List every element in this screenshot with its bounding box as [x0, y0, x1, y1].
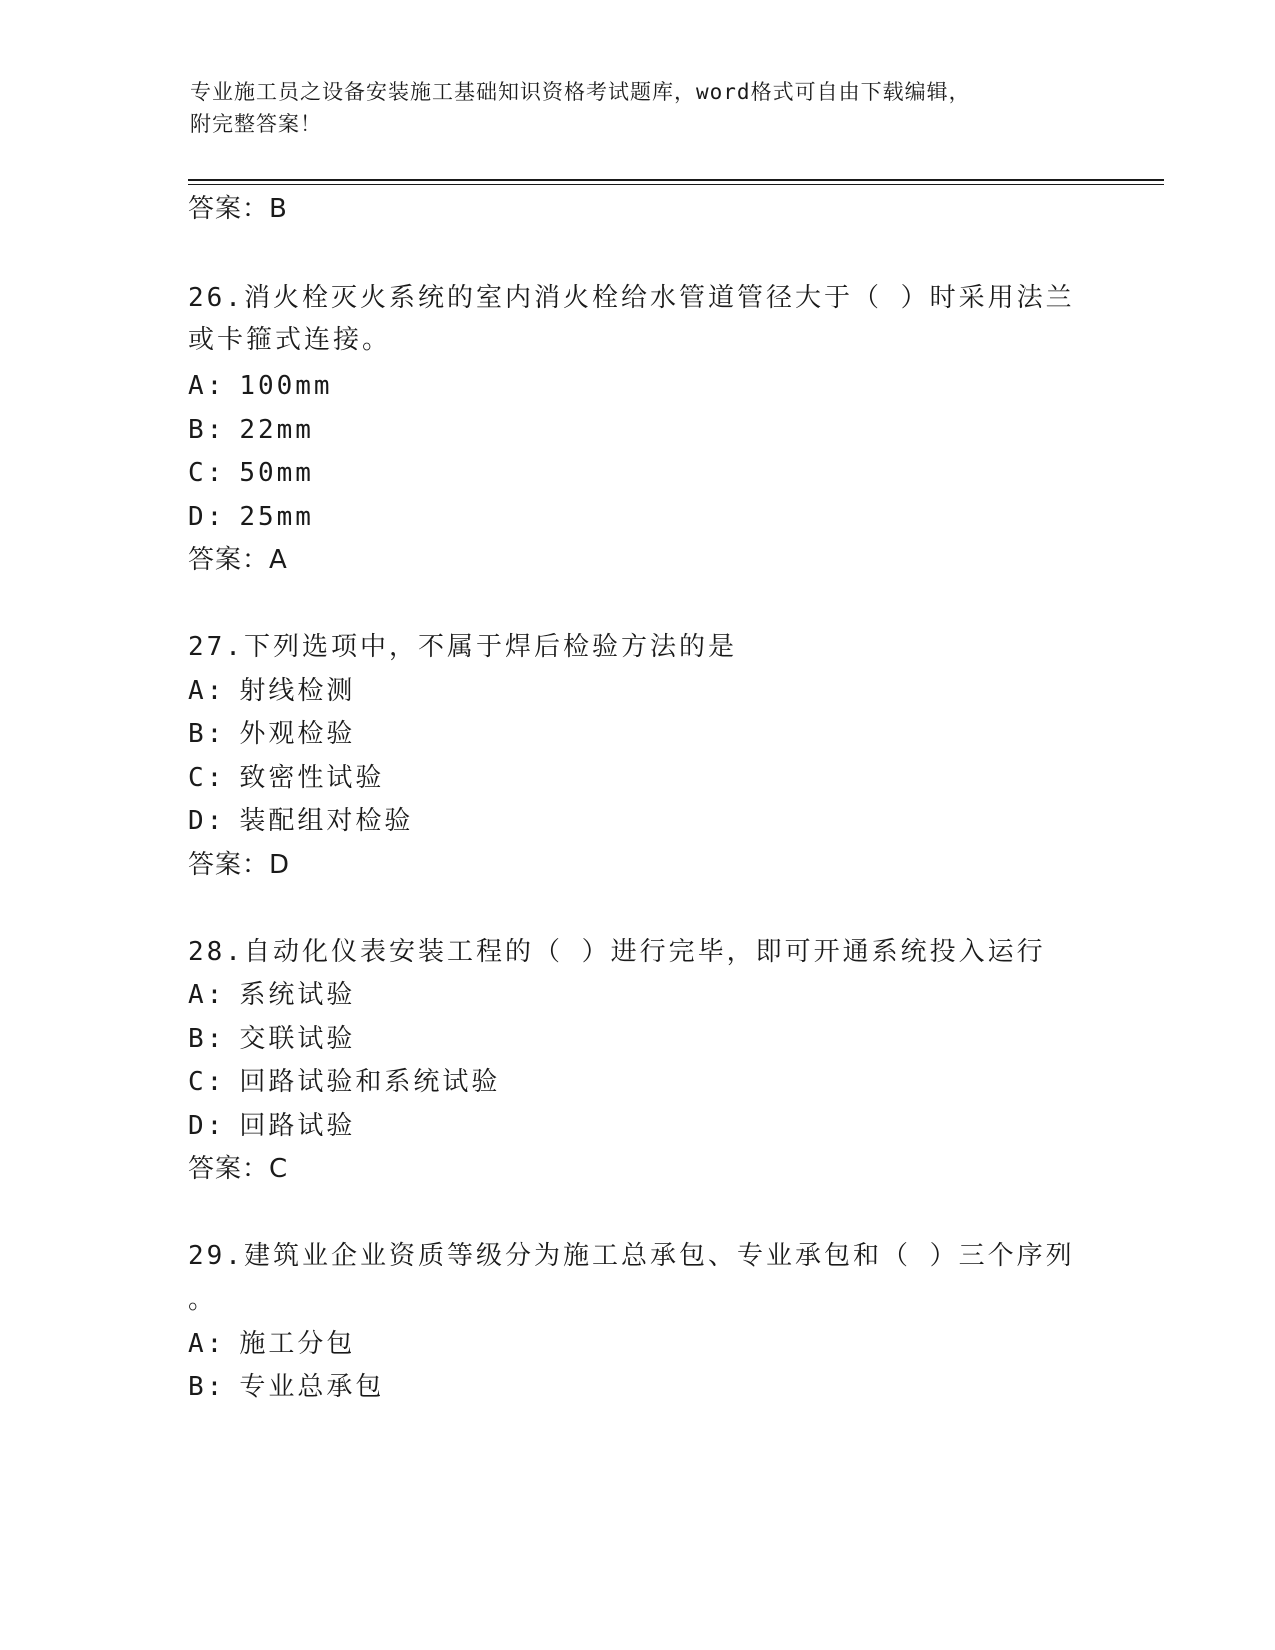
option-text: 25mm	[239, 502, 314, 532]
option-text: 致密性试验	[239, 763, 385, 793]
question-26-stem-line-1: 26.消火栓灭火系统的室内消火栓给水管道管径大于（ ）时采用法兰	[188, 283, 1075, 313]
option-text: 外观检验	[239, 719, 356, 749]
option-label: B:	[188, 1372, 226, 1402]
question-29-option-b	[188, 1371, 384, 1403]
question-28-option-b	[188, 1023, 355, 1055]
option-text: 装配组对检验	[239, 806, 414, 836]
option-label: B:	[188, 415, 226, 445]
option-label: D:	[188, 806, 226, 836]
option-text: 22mm	[239, 415, 314, 445]
question-28-option-c	[188, 1066, 500, 1098]
option-label: A:	[188, 676, 226, 706]
header-divider-thick	[188, 179, 1164, 181]
question-26-option-d	[188, 501, 314, 533]
option-label: B:	[188, 1024, 226, 1054]
question-28-stem: 28.自动化仪表安装工程的（ ）进行完毕，即可开通系统投入运行	[188, 937, 1046, 967]
option-text: 交联试验	[239, 1024, 356, 1054]
option-label: C:	[188, 1067, 226, 1097]
option-label: D:	[188, 1111, 226, 1141]
option-label: D:	[188, 502, 226, 532]
option-text: 回路试验	[239, 1111, 356, 1141]
option-label: B:	[188, 719, 226, 749]
question-26-option-a	[188, 370, 333, 402]
previous-answer: 答案：B	[188, 194, 288, 224]
header-line-2: 附完整答案！	[190, 112, 322, 136]
question-29-stem-line-2: 。	[188, 1285, 218, 1315]
option-text: 施工分包	[239, 1329, 356, 1359]
question-29-stem-line-1: 29.建筑业企业资质等级分为施工总承包、专业承包和（ ）三个序列	[188, 1241, 1075, 1271]
option-text: 系统试验	[239, 980, 356, 1010]
option-label: C:	[188, 458, 226, 488]
option-text: 50mm	[239, 458, 314, 488]
question-28-answer: 答案：C	[188, 1154, 289, 1184]
question-26-option-b	[188, 414, 314, 446]
option-text: 射线检测	[239, 676, 356, 706]
option-label: C:	[188, 763, 226, 793]
question-26-option-c	[188, 457, 314, 489]
header-divider-thin	[188, 184, 1164, 185]
option-text: 专业总承包	[239, 1372, 385, 1402]
option-label: A:	[188, 980, 226, 1010]
question-27-answer: 答案：D	[188, 850, 291, 880]
option-text: 回路试验和系统试验	[239, 1067, 501, 1097]
question-27-option-a	[188, 675, 355, 707]
question-29-option-a	[188, 1328, 355, 1360]
question-27-option-c	[188, 762, 384, 794]
question-26-answer: 答案：A	[188, 545, 288, 575]
question-26-stem-line-2: 或卡箍式连接。	[188, 325, 392, 355]
question-28-option-d	[188, 1110, 355, 1142]
option-label: A:	[188, 371, 226, 401]
option-label: A:	[188, 1329, 226, 1359]
question-27-stem: 27.下列选项中，不属于焊后检验方法的是	[188, 632, 737, 662]
question-27-option-b	[188, 718, 355, 750]
question-27-option-d	[188, 805, 413, 837]
option-text: 100mm	[239, 371, 333, 401]
header-line-1: 专业施工员之设备安装施工基础知识资格考试题库，word格式可自由下载编辑，	[190, 80, 971, 104]
document-header	[190, 76, 1090, 140]
question-28-option-a	[188, 979, 355, 1011]
